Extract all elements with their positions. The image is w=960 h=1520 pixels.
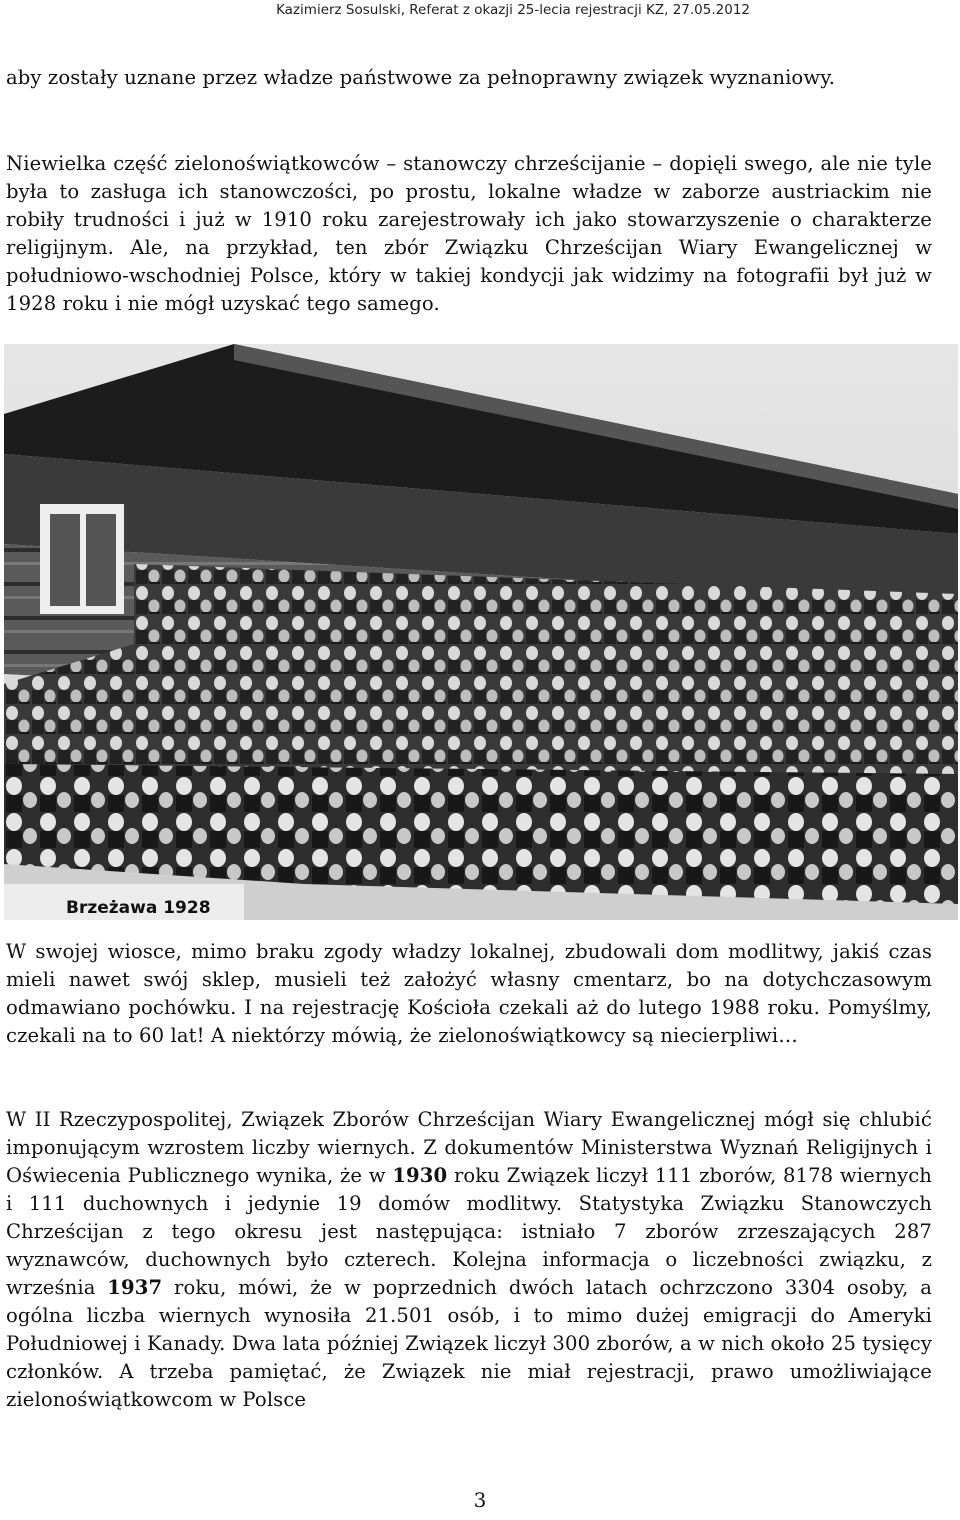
statistics-text-b: roku Związek liczył 111 zborów, 8178 wiernych i 111 duchownych i jedynie 19 domów modlitwy. Statystyka Związku Stanowczych Chrześcijan z tego okresu jest następująca: istniało 7 zborów zrzeszających 287 wyznawców, duchownych było czterech. Kolejna informacja o liczebności związku, z września	[6, 1164, 932, 1299]
paragraph-intro: aby zostały uznane przez władze państwowe za pełnoprawny związek wyznaniowy.	[6, 66, 836, 89]
running-header: Kazimierz Sosulski, Referat z okazji 25-lecia rejestracji KZ, 27.05.2012	[276, 2, 750, 18]
page-number: 3	[473, 1488, 487, 1512]
photo-illustration	[4, 344, 958, 920]
paragraph-village: W swojej wiosce, mimo braku zgody władzy lokalnej, zbudowali dom modlitwy, jakiś czas mieli nawet swój sklep, musieli też założyć własny cmentarz, bo na dotychczasowym odmawiano pochówku. I na rejestrację Kościoła czekali aż do lutego 1988 roku. Pomyślmy, czekali na to 60 lat! A niektórzy mówią, że zielonoświątkowcy są niecierpliwi…	[6, 940, 932, 1047]
paragraph-registration: Niewielka część zielonoświątkowców – stanowczy chrześcijanie – dopięli swego, ale nie tyle była to zasługa ich stanowczości, po prostu, lokalne władze w zaborze austriackim nie robiły trudności i już w 1910 roku zarejestrowały ich jako stowarzyszenie o charakterze religijnym. Ale, na przykład, ten zbór Związku Chrześcijan Wiary Ewangelicznej w południowo-wschodniej Polsce, który w takiej kondycji jak widzimy na fotografii był już w 1928 roku i nie mógł uzyskać tego samego.	[6, 152, 932, 315]
statistics-text-c: roku, mówi, że w poprzednich dwóch latach ochrzczono 3304 osoby, a ogólna liczba wiernych wynosiła 21.501 osób, i to mimo dużej emigracji do Ameryki Południowej i Kanady. Dwa lata później Związek liczył 300 zborów, a w nich około 25 tysięcy członków. A trzeba pamiętać, że Związek nie miał rejestracji, prawo umożliwiające zielonoświątkowcom w Polsce	[6, 1276, 933, 1411]
historical-photo	[4, 344, 958, 920]
statistics-text-a: W II Rzeczypospolitej, Związek Zborów Chrześcijan Wiary Ewangelicznej mógł się chlubić imponującym wzrostem liczby wiernych. Z dokumentów Ministerstwa Wyznań Religijnych i Oświecenia Publicznego wynika, że w	[6, 1108, 932, 1187]
paragraph-statistics	[6, 1106, 932, 1414]
year-1930: 1930	[392, 1164, 448, 1187]
photo-caption: Brzeżawa 1928	[66, 898, 211, 918]
year-1937: 1937	[107, 1276, 163, 1299]
